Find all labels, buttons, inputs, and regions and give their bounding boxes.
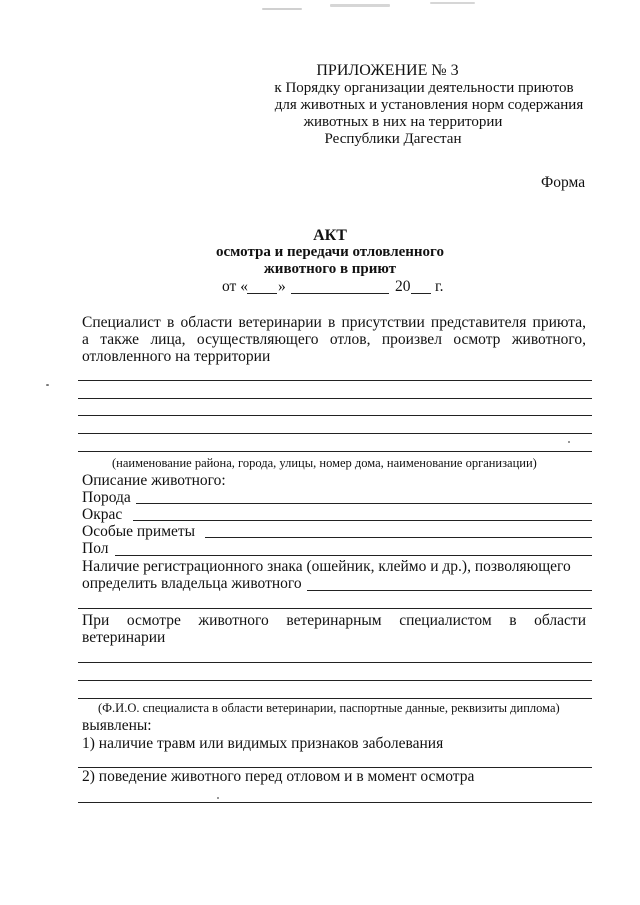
sex-field <box>115 555 592 556</box>
description-heading: Описание животного: <box>82 472 226 489</box>
location-field-line <box>78 451 592 452</box>
registration-field-line <box>78 608 592 609</box>
specialist-field-line <box>78 698 592 699</box>
inspection-line-2: ветеринарии <box>82 629 166 646</box>
breed-label: Порода <box>82 489 131 506</box>
location-field-line <box>78 380 592 381</box>
date-mid: » <box>278 278 286 295</box>
date-prefix: от « <box>222 278 248 295</box>
act-subtitle-2: животного в приют <box>263 261 397 277</box>
header-line-2: для животных и установления норм содержания <box>274 97 584 113</box>
header-line-3: животных в них на территории <box>303 114 503 130</box>
scan-noise <box>46 384 49 386</box>
findings-item-2: 2) поведение животного перед отловом и в момент осмотра <box>82 768 475 785</box>
inspection-line-1: При осмотре животного ветеринарным специалистом в области <box>82 612 586 629</box>
found-label: выявлены: <box>82 717 152 734</box>
findings-item-1: 1) наличие травм или видимых признаков заболевания <box>82 735 444 752</box>
location-caption: (наименование района, города, улицы, номер дома, наименование организации) <box>112 456 537 470</box>
findings-field-line <box>78 802 592 803</box>
registration-line-1: Наличие регистрационного знака (ошейник, клеймо и др.), позволяющего <box>82 558 571 575</box>
specialist-field-line <box>78 662 592 663</box>
specialist-caption: (Ф.И.О. специалиста в области ветеринарии, паспортные данные, реквизиты диплома) <box>98 701 560 715</box>
scan-noise <box>568 441 570 443</box>
color-label: Окрас <box>82 506 123 523</box>
date-year-prefix: 20 <box>395 278 411 295</box>
date-suffix: г. <box>435 278 444 295</box>
specialist-field-line <box>78 680 592 681</box>
date-day-field <box>247 293 277 294</box>
breed-field <box>136 503 592 504</box>
features-label: Особые приметы <box>82 523 196 540</box>
scan-noise <box>262 8 302 10</box>
form-label: Форма <box>541 174 586 191</box>
header-line-1: к Порядку организации деятельности приютов <box>274 80 574 96</box>
location-field-line <box>78 433 592 434</box>
location-field-line <box>78 398 592 399</box>
date-year-field <box>411 293 431 294</box>
intro-line-3: отловленного на территории <box>82 348 271 365</box>
sex-label: Пол <box>82 540 109 557</box>
intro-line-1: Специалист в области ветеринарии в присутствии представителя приюта, <box>82 314 586 331</box>
header-line-4: Республики Дагестан <box>324 131 462 147</box>
act-title: АКТ <box>313 227 347 244</box>
location-field-line <box>78 415 592 416</box>
color-field <box>133 520 592 521</box>
registration-line-2: определить владельца животного <box>82 575 302 592</box>
date-month-field <box>291 293 389 294</box>
scan-noise <box>430 2 475 4</box>
scan-noise <box>330 4 390 7</box>
appendix-number: ПРИЛОЖЕНИЕ № 3 <box>316 62 459 79</box>
registration-field <box>307 590 592 591</box>
features-field <box>205 537 592 538</box>
scan-noise <box>217 797 219 799</box>
act-subtitle-1: осмотра и передачи отловленного <box>216 244 444 260</box>
intro-line-2: а также лица, осуществляющего отлов, произвел осмотр животного, <box>82 331 586 348</box>
